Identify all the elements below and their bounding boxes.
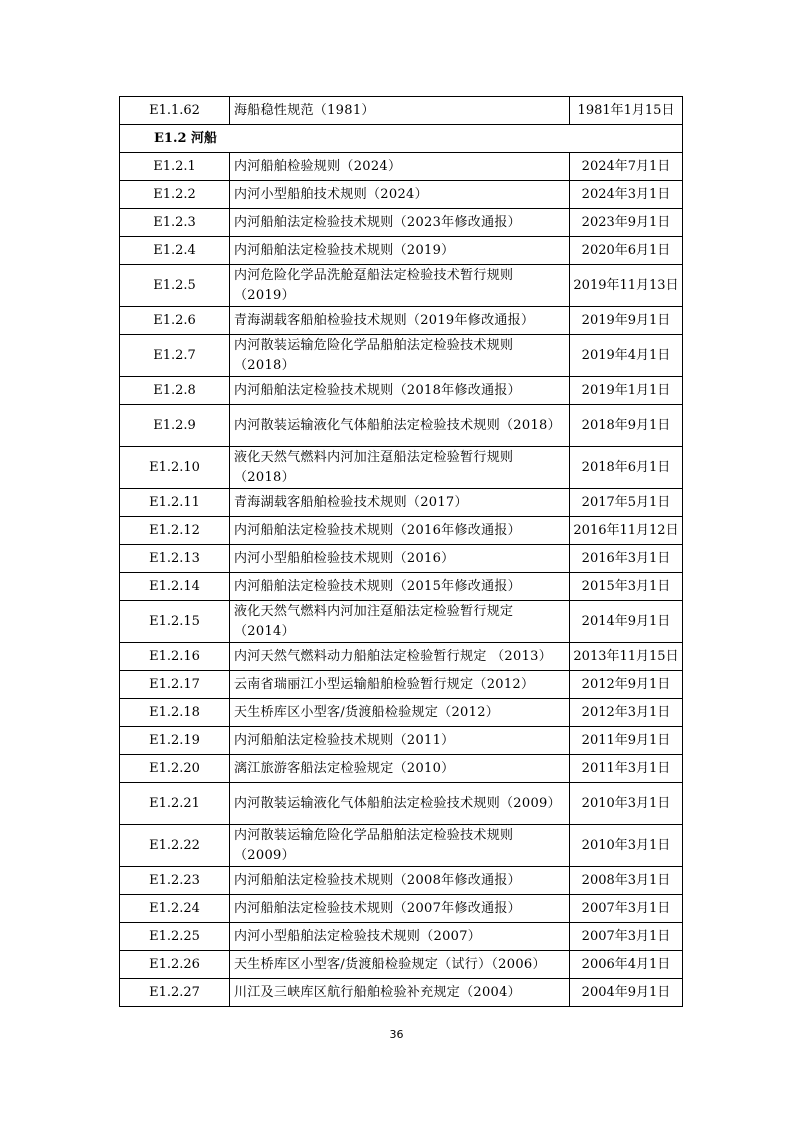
regulation-code: E1.2.6 xyxy=(120,307,230,335)
table-row xyxy=(120,377,683,405)
regulation-title: 天生桥库区小型客/货渡船检验规定（2012） xyxy=(230,699,570,727)
regulation-code: E1.2.16 xyxy=(120,643,230,671)
regulations-table-body xyxy=(120,97,683,1007)
page-number: 36 xyxy=(389,1028,404,1041)
regulation-title: 液化天然气燃料内河加注趸船法定检验暂行规则（2018） xyxy=(230,447,570,489)
regulation-title: 内河船舶法定检验技术规则（2008年修改通报） xyxy=(230,867,570,895)
regulation-code: E1.2.11 xyxy=(120,489,230,517)
table-row xyxy=(120,825,683,867)
regulation-title: 漓江旅游客船法定检验规定（2010） xyxy=(230,755,570,783)
regulation-code: E1.2.13 xyxy=(120,545,230,573)
regulation-title: 内河小型船舶法定检验技术规则（2007） xyxy=(230,923,570,951)
effective-date: 2012年9月1日 xyxy=(570,671,683,699)
effective-date: 2023年9月1日 xyxy=(570,209,683,237)
effective-date: 2011年9月1日 xyxy=(570,727,683,755)
table-row xyxy=(120,335,683,377)
regulation-title: 内河船舶法定检验技术规则（2023年修改通报） xyxy=(230,209,570,237)
regulation-code: E1.2.17 xyxy=(120,671,230,699)
regulation-code: E1.2.15 xyxy=(120,601,230,643)
regulation-code: E1.2.26 xyxy=(120,951,230,979)
regulation-title: 海船稳性规范（1981） xyxy=(230,97,570,125)
table-row xyxy=(120,979,683,1007)
section-header: E1.2 河船 xyxy=(120,125,683,153)
effective-date: 2017年5月1日 xyxy=(570,489,683,517)
regulation-title: 内河船舶法定检验技术规则（2007年修改通报） xyxy=(230,895,570,923)
effective-date: 2004年9月1日 xyxy=(570,979,683,1007)
regulation-title: 内河船舶法定检验技术规则（2016年修改通报） xyxy=(230,517,570,545)
regulation-title: 内河船舶法定检验技术规则（2019） xyxy=(230,237,570,265)
regulation-code: E1.2.21 xyxy=(120,783,230,825)
regulation-title: 内河船舶法定检验技术规则（2015年修改通报） xyxy=(230,573,570,601)
regulation-title: 内河散装运输危险化学品船舶法定检验技术规则（2009） xyxy=(230,825,570,867)
table-row xyxy=(120,405,683,447)
table-row xyxy=(120,573,683,601)
regulation-title: 内河天然气燃料动力船舶法定检验暂行规定 （2013） xyxy=(230,643,570,671)
table-row xyxy=(120,447,683,489)
regulation-code: E1.2.18 xyxy=(120,699,230,727)
regulation-code: E1.2.2 xyxy=(120,181,230,209)
regulation-code: E1.2.8 xyxy=(120,377,230,405)
regulation-title: 内河散装运输危险化学品船舶法定检验技术规则（2018） xyxy=(230,335,570,377)
table-row xyxy=(120,307,683,335)
effective-date: 2019年9月1日 xyxy=(570,307,683,335)
regulation-title: 内河散装运输液化气体船舶法定检验技术规则（2018） xyxy=(230,405,570,447)
regulation-code: E1.2.14 xyxy=(120,573,230,601)
effective-date: 2010年3月1日 xyxy=(570,825,683,867)
table-row xyxy=(120,517,683,545)
regulation-code: E1.2.19 xyxy=(120,727,230,755)
effective-date: 2016年11月12日 xyxy=(570,517,683,545)
regulation-code: E1.2.3 xyxy=(120,209,230,237)
effective-date: 2018年9月1日 xyxy=(570,405,683,447)
effective-date: 2016年3月1日 xyxy=(570,545,683,573)
regulation-code: E1.2.24 xyxy=(120,895,230,923)
regulations-table xyxy=(119,96,683,1007)
effective-date: 2024年7月1日 xyxy=(570,153,683,181)
table-row xyxy=(120,209,683,237)
regulation-code: E1.2.9 xyxy=(120,405,230,447)
regulation-code: E1.2.7 xyxy=(120,335,230,377)
regulation-title: 内河小型船舶技术规则（2024） xyxy=(230,181,570,209)
regulation-title: 内河小型船舶检验技术规则（2016） xyxy=(230,545,570,573)
effective-date: 2024年3月1日 xyxy=(570,181,683,209)
regulation-code: E1.2.23 xyxy=(120,867,230,895)
regulation-title: 液化天然气燃料内河加注趸船法定检验暂行规定（2014） xyxy=(230,601,570,643)
regulation-title: 青海湖载客船舶检验技术规则（2017） xyxy=(230,489,570,517)
effective-date: 2008年3月1日 xyxy=(570,867,683,895)
regulation-title: 内河散装运输液化气体船舶法定检验技术规则（2009） xyxy=(230,783,570,825)
regulation-title: 内河危险化学品洗舱趸船法定检验技术暂行规则（2019） xyxy=(230,265,570,307)
regulation-code: E1.2.27 xyxy=(120,979,230,1007)
regulation-code: E1.2.4 xyxy=(120,237,230,265)
table-row xyxy=(120,755,683,783)
section-header-row xyxy=(120,125,683,153)
table-row xyxy=(120,951,683,979)
effective-date: 1981年1月15日 xyxy=(570,97,683,125)
regulation-title: 云南省瑞丽江小型运输船舶检验暂行规定（2012） xyxy=(230,671,570,699)
regulation-code: E1.2.1 xyxy=(120,153,230,181)
regulation-code: E1.2.22 xyxy=(120,825,230,867)
regulation-code: E1.2.12 xyxy=(120,517,230,545)
table-row xyxy=(120,699,683,727)
table-row xyxy=(120,265,683,307)
effective-date: 2010年3月1日 xyxy=(570,783,683,825)
regulation-code: E1.1.62 xyxy=(120,97,230,125)
table-row xyxy=(120,153,683,181)
effective-date: 2006年4月1日 xyxy=(570,951,683,979)
effective-date: 2014年9月1日 xyxy=(570,601,683,643)
effective-date: 2011年3月1日 xyxy=(570,755,683,783)
table-row xyxy=(120,601,683,643)
effective-date: 2012年3月1日 xyxy=(570,699,683,727)
table-row xyxy=(120,923,683,951)
table-row xyxy=(120,671,683,699)
effective-date: 2020年6月1日 xyxy=(570,237,683,265)
regulation-title: 内河船舶法定检验技术规则（2018年修改通报） xyxy=(230,377,570,405)
table-row xyxy=(120,867,683,895)
effective-date: 2019年11月13日 xyxy=(570,265,683,307)
regulation-title: 内河船舶检验规则（2024） xyxy=(230,153,570,181)
table-row xyxy=(120,545,683,573)
effective-date: 2007年3月1日 xyxy=(570,895,683,923)
table-row xyxy=(120,643,683,671)
regulation-code: E1.2.10 xyxy=(120,447,230,489)
table-row xyxy=(120,181,683,209)
regulation-code: E1.2.5 xyxy=(120,265,230,307)
regulation-title: 内河船舶法定检验技术规则（2011） xyxy=(230,727,570,755)
regulation-code: E1.2.20 xyxy=(120,755,230,783)
table-row xyxy=(120,895,683,923)
effective-date: 2019年4月1日 xyxy=(570,335,683,377)
regulation-title: 川江及三峡库区航行船舶检验补充规定（2004） xyxy=(230,979,570,1007)
effective-date: 2007年3月1日 xyxy=(570,923,683,951)
regulation-title: 青海湖载客船舶检验技术规则（2019年修改通报） xyxy=(230,307,570,335)
effective-date: 2018年6月1日 xyxy=(570,447,683,489)
effective-date: 2015年3月1日 xyxy=(570,573,683,601)
table-row xyxy=(120,727,683,755)
regulation-code: E1.2.25 xyxy=(120,923,230,951)
effective-date: 2019年1月1日 xyxy=(570,377,683,405)
table-row xyxy=(120,489,683,517)
table-row xyxy=(120,783,683,825)
effective-date: 2013年11月15日 xyxy=(570,643,683,671)
table-row xyxy=(120,97,683,125)
regulation-title: 天生桥库区小型客/货渡船检验规定（试行）（2006） xyxy=(230,951,570,979)
table-row xyxy=(120,237,683,265)
